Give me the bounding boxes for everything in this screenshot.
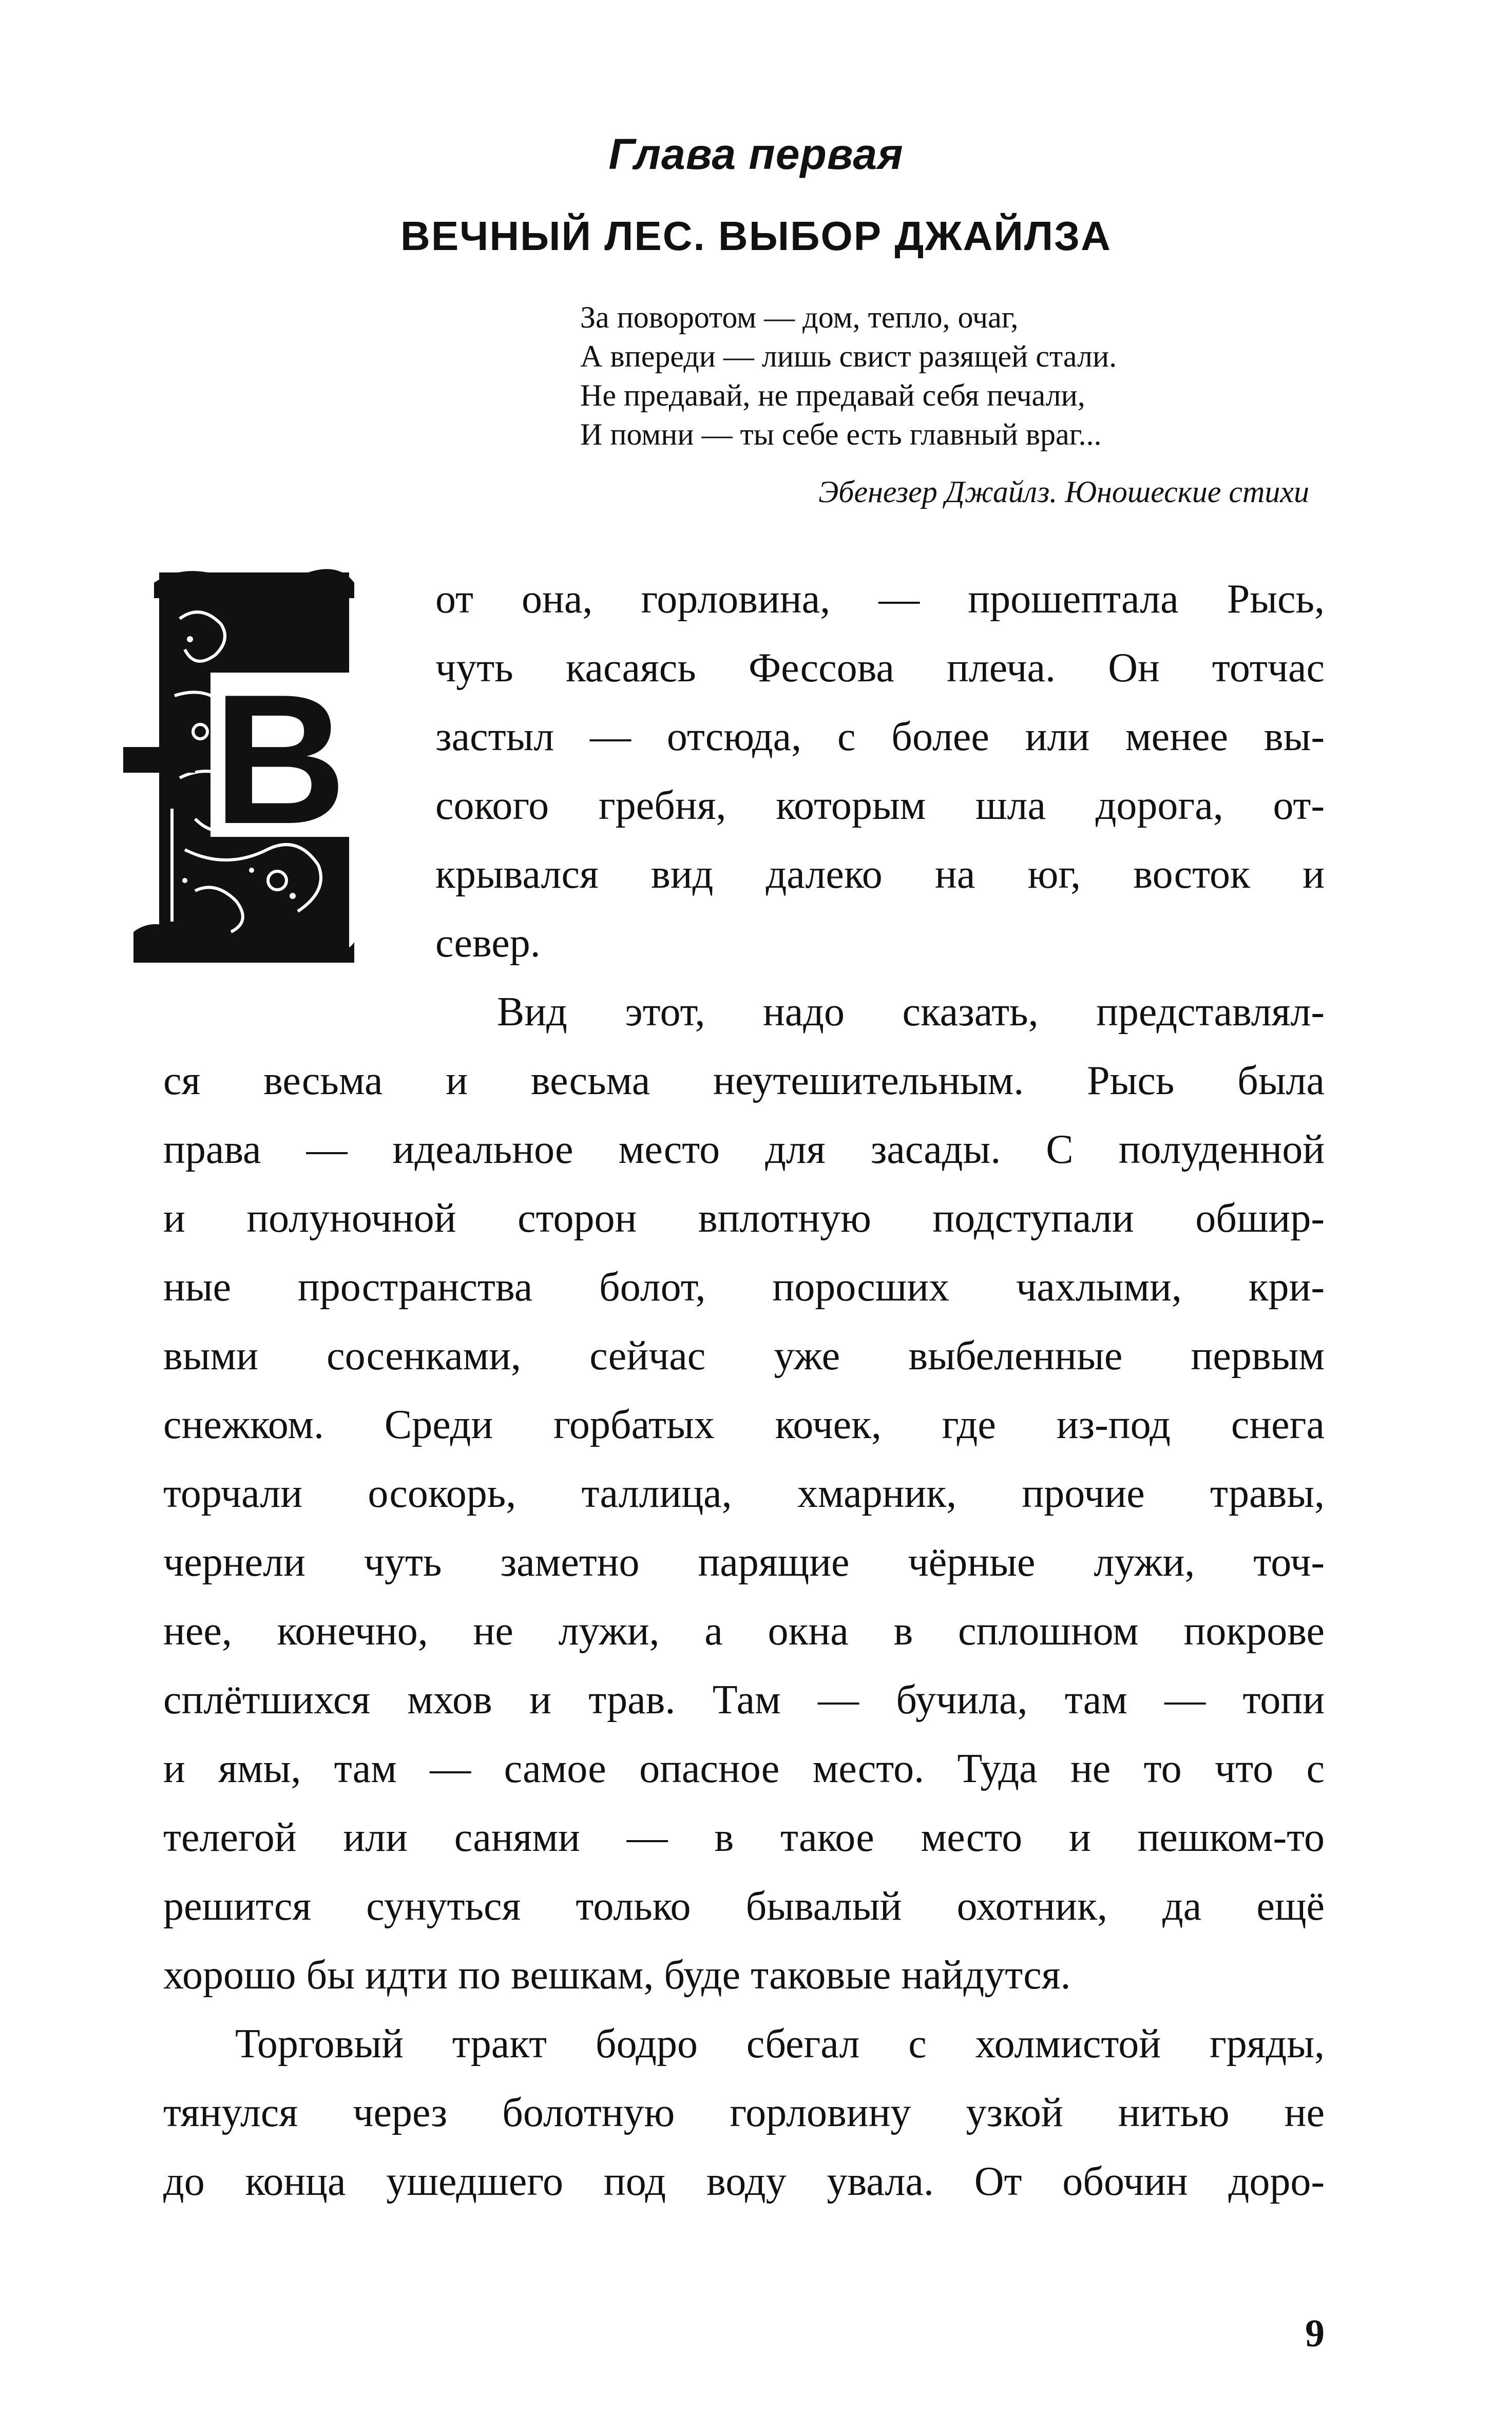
body-line: телегой или санями — в такое место и пешком-то bbox=[163, 1815, 1325, 1860]
body-line: застыл — отсюда, с более или менее вы- bbox=[435, 714, 1325, 759]
body-line: до конца ушедшего под воду увала. От обочин доро- bbox=[163, 2159, 1325, 2204]
body-line: ся весьма и весьма неутешительным. Рысь была bbox=[163, 1058, 1325, 1103]
body-line: права — идеальное место для засады. С полуденной bbox=[163, 1127, 1325, 1172]
body-line: Вид этот, надо сказать, представлял- bbox=[497, 989, 1325, 1035]
epigraph-line: Не предавай, не предавай себя печали, bbox=[580, 378, 1085, 412]
body-line: торчали осокорь, таллица, хмарник, прочие травы, bbox=[163, 1471, 1325, 1516]
body-line: выми сосенками, сейчас уже выбеленные первым bbox=[163, 1333, 1325, 1379]
body-line: сокого гребня, которым шла дорога, от- bbox=[435, 783, 1325, 828]
body-line: и ямы, там — самое опасное место. Туда не то что с bbox=[163, 1746, 1325, 1791]
body-line: снежком. Среди горбатых кочек, где из-под снега bbox=[163, 1402, 1325, 1447]
epigraph-line: И помни — ты себе есть главный враг... bbox=[580, 417, 1102, 451]
chapter-subtitle: ВЕЧНЫЙ ЛЕС. ВЫБОР ДЖАЙЛЗА bbox=[400, 213, 1112, 259]
body-line: тянулся через болотную горловину узкой нитью не bbox=[163, 2090, 1325, 2135]
body-line: хорошо бы идти по вешкам, буде таковые найдутся. bbox=[163, 1953, 1071, 1998]
body-line: ные пространства болот, поросших чахлыми, кри- bbox=[163, 1265, 1325, 1310]
body-line: нее, конечно, не лужи, а окна в сплошном покрове bbox=[163, 1609, 1325, 1654]
body-line: Торговый тракт бодро сбегал с холмистой гряды, bbox=[235, 2021, 1325, 2067]
body-line: север. bbox=[435, 921, 541, 966]
epigraph bbox=[580, 298, 1309, 454]
epigraph-line: А впереди — лишь свист разящей стали. bbox=[580, 339, 1117, 373]
chapter-title: Глава первая bbox=[608, 130, 904, 178]
body-line: чернели чуть заметно парящие чёрные лужи, точ- bbox=[163, 1540, 1325, 1585]
body-line: крывался вид далеко на юг, восток и bbox=[435, 852, 1325, 897]
epigraph-source: Эбенезер Джайлз. Юношеские стихи bbox=[818, 475, 1309, 509]
epigraph-line: За поворотом — дом, тепло, очаг, bbox=[580, 300, 1019, 334]
dropcap-letter: В bbox=[213, 656, 347, 863]
body-text bbox=[163, 565, 1325, 2216]
body-line: решится сунуться только бывалый охотник, да ещё bbox=[163, 1884, 1325, 1929]
page-number: 9 bbox=[1305, 2312, 1325, 2355]
body-line: от она, горловина, — прошептала Рысь, bbox=[435, 577, 1325, 622]
body-line: и полуночной сторон вплотную подступали обшир- bbox=[163, 1196, 1325, 1241]
body-line: сплётшихся мхов и трав. Там — бучила, там — топи bbox=[163, 1677, 1325, 1723]
body-line: чуть касаясь Фессова плеча. Он тотчас bbox=[435, 645, 1325, 691]
